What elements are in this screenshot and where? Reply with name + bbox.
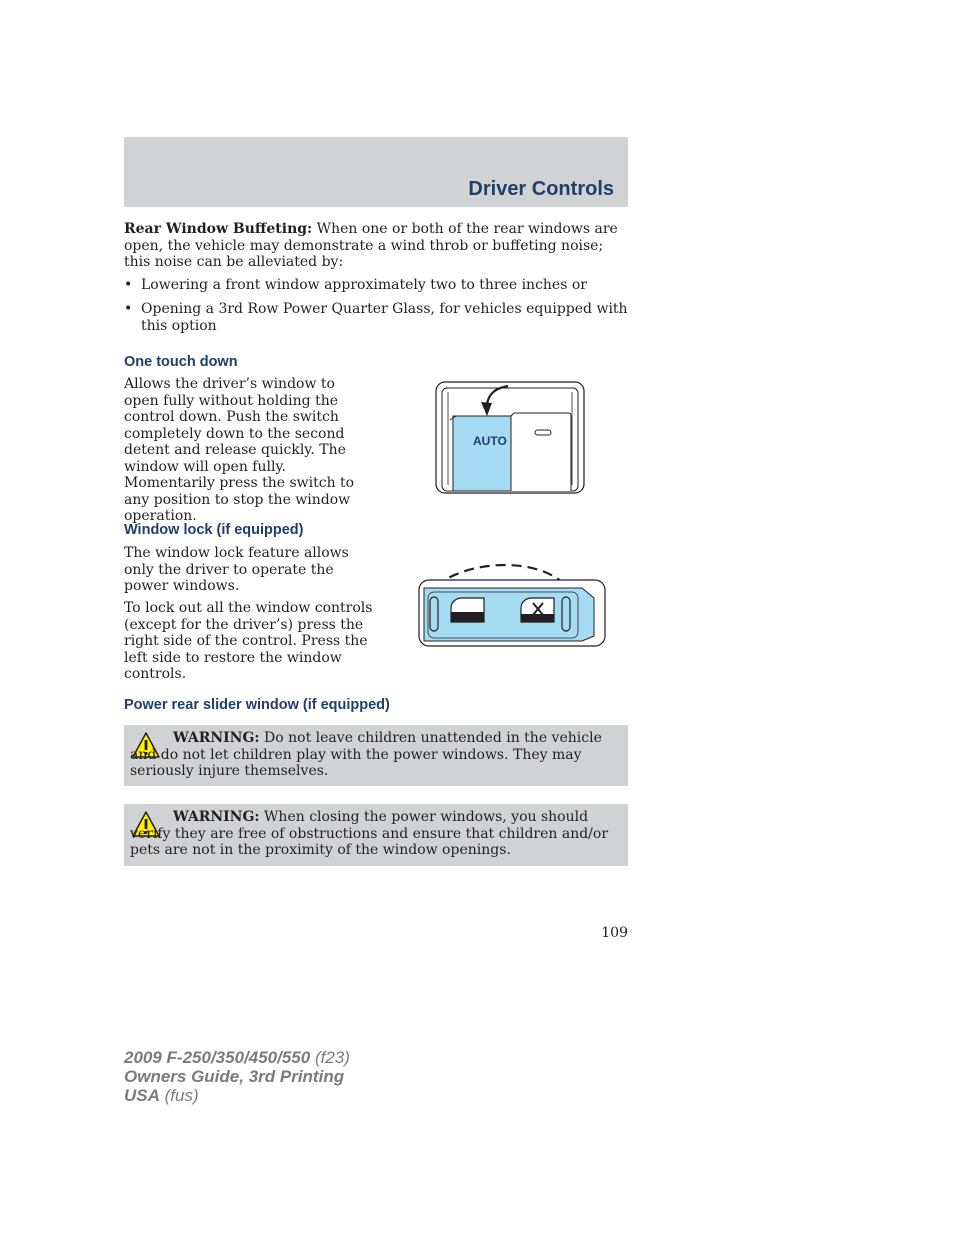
footer-market: USA xyxy=(124,1086,160,1105)
bullet-icon: • xyxy=(124,277,133,293)
footer-model-code: (f23) xyxy=(310,1048,350,1067)
list-item xyxy=(124,277,628,294)
list-item xyxy=(124,301,628,334)
footer-model: 2009 F-250/350/450/550 xyxy=(124,1048,311,1067)
footer-guide: Owners Guide, 3rd Printing xyxy=(124,1067,345,1086)
one-touch-paragraph: Allows the driver’s window to open fully without holding the control down. Push the switch completely down to the second detent and release quickly. The window will open fully. Momentarily press the switch to any position to stop the window operation. xyxy=(124,376,355,524)
warning-label: WARNING: xyxy=(173,730,260,746)
one-touch-heading: One touch down xyxy=(124,354,238,370)
window-lock-switch-illustration xyxy=(416,560,608,650)
warning-box xyxy=(124,725,628,786)
warning-body: Do not leave children unattended in the vehicle and do not let children play with the power windows. They may seriously injure themselves. xyxy=(130,730,602,779)
warning-label: WARNING: xyxy=(173,809,260,825)
auto-window-switch-illustration xyxy=(434,380,586,496)
window-lock-paragraph-1: The window lock feature allows only the driver to operate the power windows. xyxy=(124,545,349,594)
buffeting-text: When one or both of the rear windows are open, the vehicle may demonstrate a wind throb or buffeting noise; this noise can be alleviated by: xyxy=(124,221,618,270)
buffeting-lead: Rear Window Buffeting: xyxy=(124,221,313,237)
page-number: 109 xyxy=(601,925,628,941)
footer-market-code: (fus) xyxy=(159,1086,199,1105)
warning-text xyxy=(130,809,620,859)
section-header-band xyxy=(124,137,628,207)
rear-slider-heading: Power rear slider window (if equipped) xyxy=(124,697,390,713)
warning-box xyxy=(124,804,628,866)
window-lock-paragraph-2: To lock out all the window controls (except for the driver’s) press the right side of the control. Press the left side to restore the window controls. xyxy=(124,600,373,682)
bullet-icon: • xyxy=(124,301,133,317)
warning-body: When closing the power windows, you should verify they are free of obstructions and ensure that children and/or pets are not in the proximity of the window openings. xyxy=(130,809,609,858)
buffeting-paragraph xyxy=(124,221,628,271)
bullet-text: Opening a 3rd Row Power Quarter Glass, for vehicles equipped with this option xyxy=(141,301,628,334)
auto-label: AUTO xyxy=(473,434,507,448)
section-title: Driver Controls xyxy=(468,178,614,200)
bullet-text: Lowering a front window approximately two to three inches or xyxy=(141,277,587,293)
window-lock-heading: Window lock (if equipped) xyxy=(124,522,304,538)
document-footer xyxy=(124,1048,350,1105)
warning-text xyxy=(130,730,620,780)
